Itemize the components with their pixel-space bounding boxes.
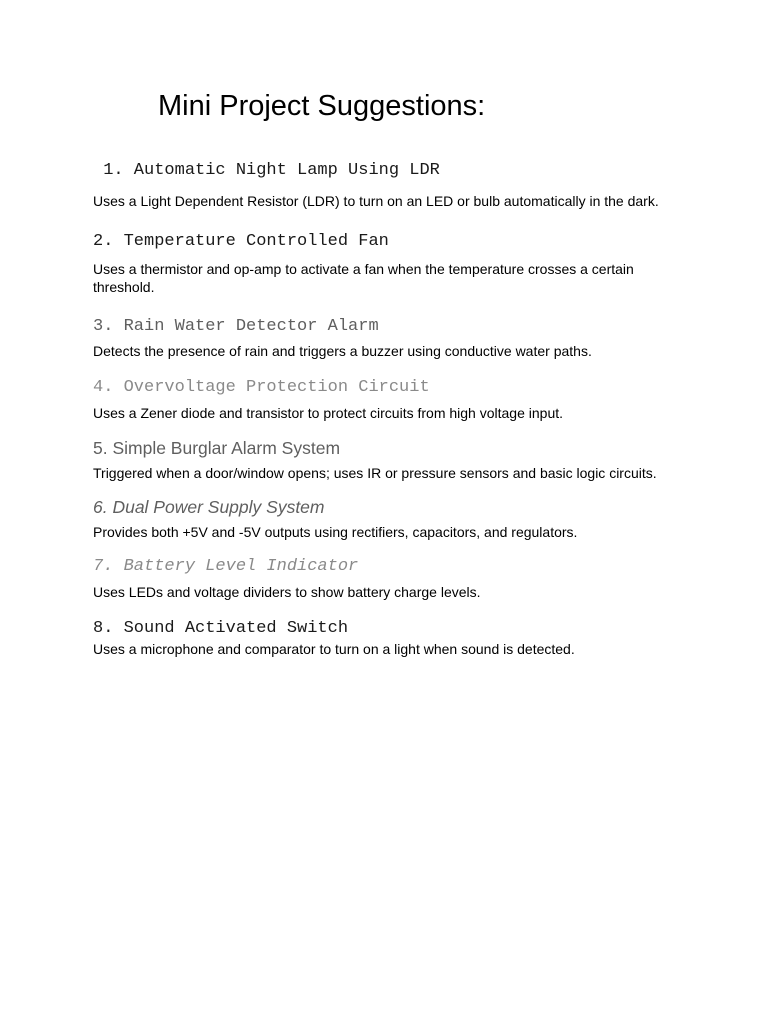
project-heading-4: 4. Overvoltage Protection Circuit (93, 378, 430, 397)
project-description-1: Uses a Light Dependent Resistor (LDR) to turn on an LED or bulb automatically in the dark. (93, 193, 659, 209)
page-title: Mini Project Suggestions: (158, 90, 486, 122)
project-description-4: Uses a Zener diode and transistor to protect circuits from high voltage input. (93, 405, 564, 421)
project-heading-5: 5. Simple Burglar Alarm System (93, 438, 341, 458)
project-description-8: Uses a microphone and comparator to turn on a light when sound is detected. (93, 641, 575, 657)
project-heading-1: 1. Automatic Night Lamp Using LDR (93, 161, 440, 180)
project-heading-8: 8. Sound Activated Switch (93, 619, 349, 638)
project-description-2: Uses a thermistor and op-amp to activate a fan when the temperature crosses a certain threshold. (93, 261, 634, 295)
project-heading-3: 3. Rain Water Detector Alarm (93, 317, 379, 336)
project-heading-7: 7. Battery Level Indicator (93, 557, 359, 576)
project-heading-6: 6. Dual Power Supply System (93, 497, 325, 517)
project-heading-2: 2. Temperature Controlled Fan (93, 232, 389, 251)
project-description-5: Triggered when a door/window opens; uses IR or pressure sensors and basic logic circuits. (93, 465, 657, 481)
project-description-7: Uses LEDs and voltage dividers to show battery charge levels. (93, 584, 481, 600)
project-description-3: Detects the presence of rain and triggers a buzzer using conductive water paths. (93, 343, 592, 359)
project-description-6: Provides both +5V and -5V outputs using rectifiers, capacitors, and regulators. (93, 524, 578, 540)
